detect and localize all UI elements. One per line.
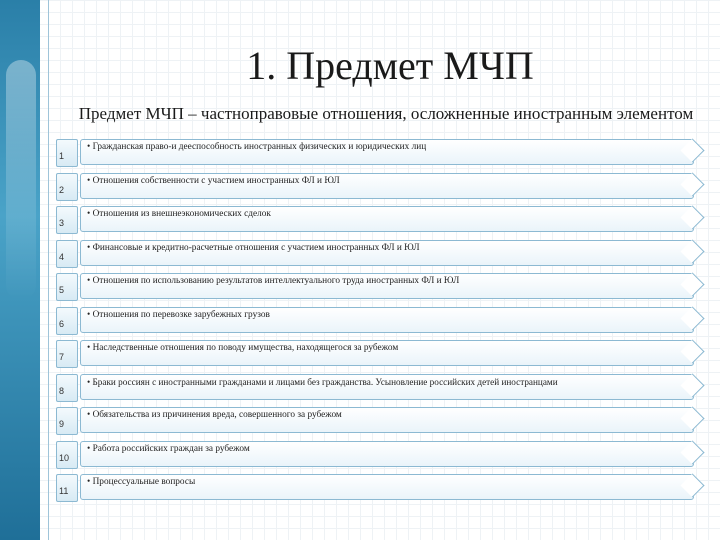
item-text: • Браки россиян с иностранными гражданами и лицами без гражданства. Усыновление российских детей иностранцами xyxy=(87,376,558,387)
item-bar xyxy=(80,474,694,500)
side-divider-line xyxy=(48,0,49,540)
list-item xyxy=(56,206,702,232)
list-item xyxy=(56,173,702,199)
item-number-tab xyxy=(56,307,78,335)
item-number: 1 xyxy=(59,151,65,161)
item-bar xyxy=(80,206,694,232)
list-item xyxy=(56,441,702,467)
item-number: 2 xyxy=(59,184,65,195)
item-number-tab xyxy=(56,407,78,435)
list-item xyxy=(56,340,702,366)
item-bar xyxy=(80,374,694,400)
item-number: 6 xyxy=(59,318,65,329)
item-text: • Гражданская право-и дееспособность иностранных физических и юридических лиц xyxy=(87,142,427,152)
item-number: 7 xyxy=(59,352,65,362)
item-text: • Процессуальные вопросы xyxy=(87,477,196,487)
item-text: • Отношения собственности с участием иностранных ФЛ и ЮЛ xyxy=(87,175,340,186)
item-text: • Отношения из внешнеэкономических сделок xyxy=(87,209,271,219)
item-number-tab xyxy=(56,474,78,502)
item-bar xyxy=(80,240,694,266)
item-bar xyxy=(80,441,694,467)
item-text: • Работа российских граждан за рубежом xyxy=(87,443,250,454)
item-number-tab xyxy=(56,139,78,167)
item-number-tab xyxy=(56,374,78,402)
list-item xyxy=(56,407,702,433)
list-item xyxy=(56,139,702,165)
item-bar xyxy=(80,307,694,333)
item-number: 4 xyxy=(59,251,65,262)
item-number-tab xyxy=(56,206,78,234)
item-text: • Финансовые и кредитно-расчетные отношения с участием иностранных ФЛ и ЮЛ xyxy=(87,242,420,253)
item-bar xyxy=(80,340,694,366)
list-item xyxy=(56,474,702,500)
list-item xyxy=(56,307,702,333)
item-number: 3 xyxy=(59,218,65,228)
item-bar xyxy=(80,173,694,199)
item-text: • Отношения по перевозке зарубежных грузов xyxy=(87,309,270,320)
item-text: • Отношения по использованию результатов интеллектуального труда иностранных ФЛ и ЮЛ xyxy=(87,276,460,286)
list-item xyxy=(56,240,702,266)
item-bar xyxy=(80,139,694,165)
list-item xyxy=(56,374,702,400)
item-number: 9 xyxy=(59,419,65,429)
item-text: • Наследственные отношения по поводу имущества, находящегося за рубежом xyxy=(87,343,399,353)
item-number: 10 xyxy=(59,452,70,463)
item-number: 5 xyxy=(59,285,65,295)
item-number-tab xyxy=(56,441,78,469)
item-number-tab xyxy=(56,240,78,268)
decorative-side-bar xyxy=(0,0,40,540)
slide-subtitle: Предмет МЧП – частноправовые отношения, осложненные иностранным элементом xyxy=(78,104,694,123)
item-number-tab xyxy=(56,340,78,368)
item-number-tab xyxy=(56,273,78,301)
item-text: • Обязательства из причинения вреда, совершенного за рубежом xyxy=(87,410,342,420)
item-number: 8 xyxy=(59,385,65,396)
item-number-tab xyxy=(56,173,78,201)
side-bar-glow xyxy=(6,60,36,300)
subject-list xyxy=(56,139,702,508)
item-bar xyxy=(80,273,694,299)
slide-title: 1. Предмет МЧП xyxy=(246,43,534,88)
list-item xyxy=(56,273,702,299)
item-bar xyxy=(80,407,694,433)
item-number: 11 xyxy=(59,486,69,496)
